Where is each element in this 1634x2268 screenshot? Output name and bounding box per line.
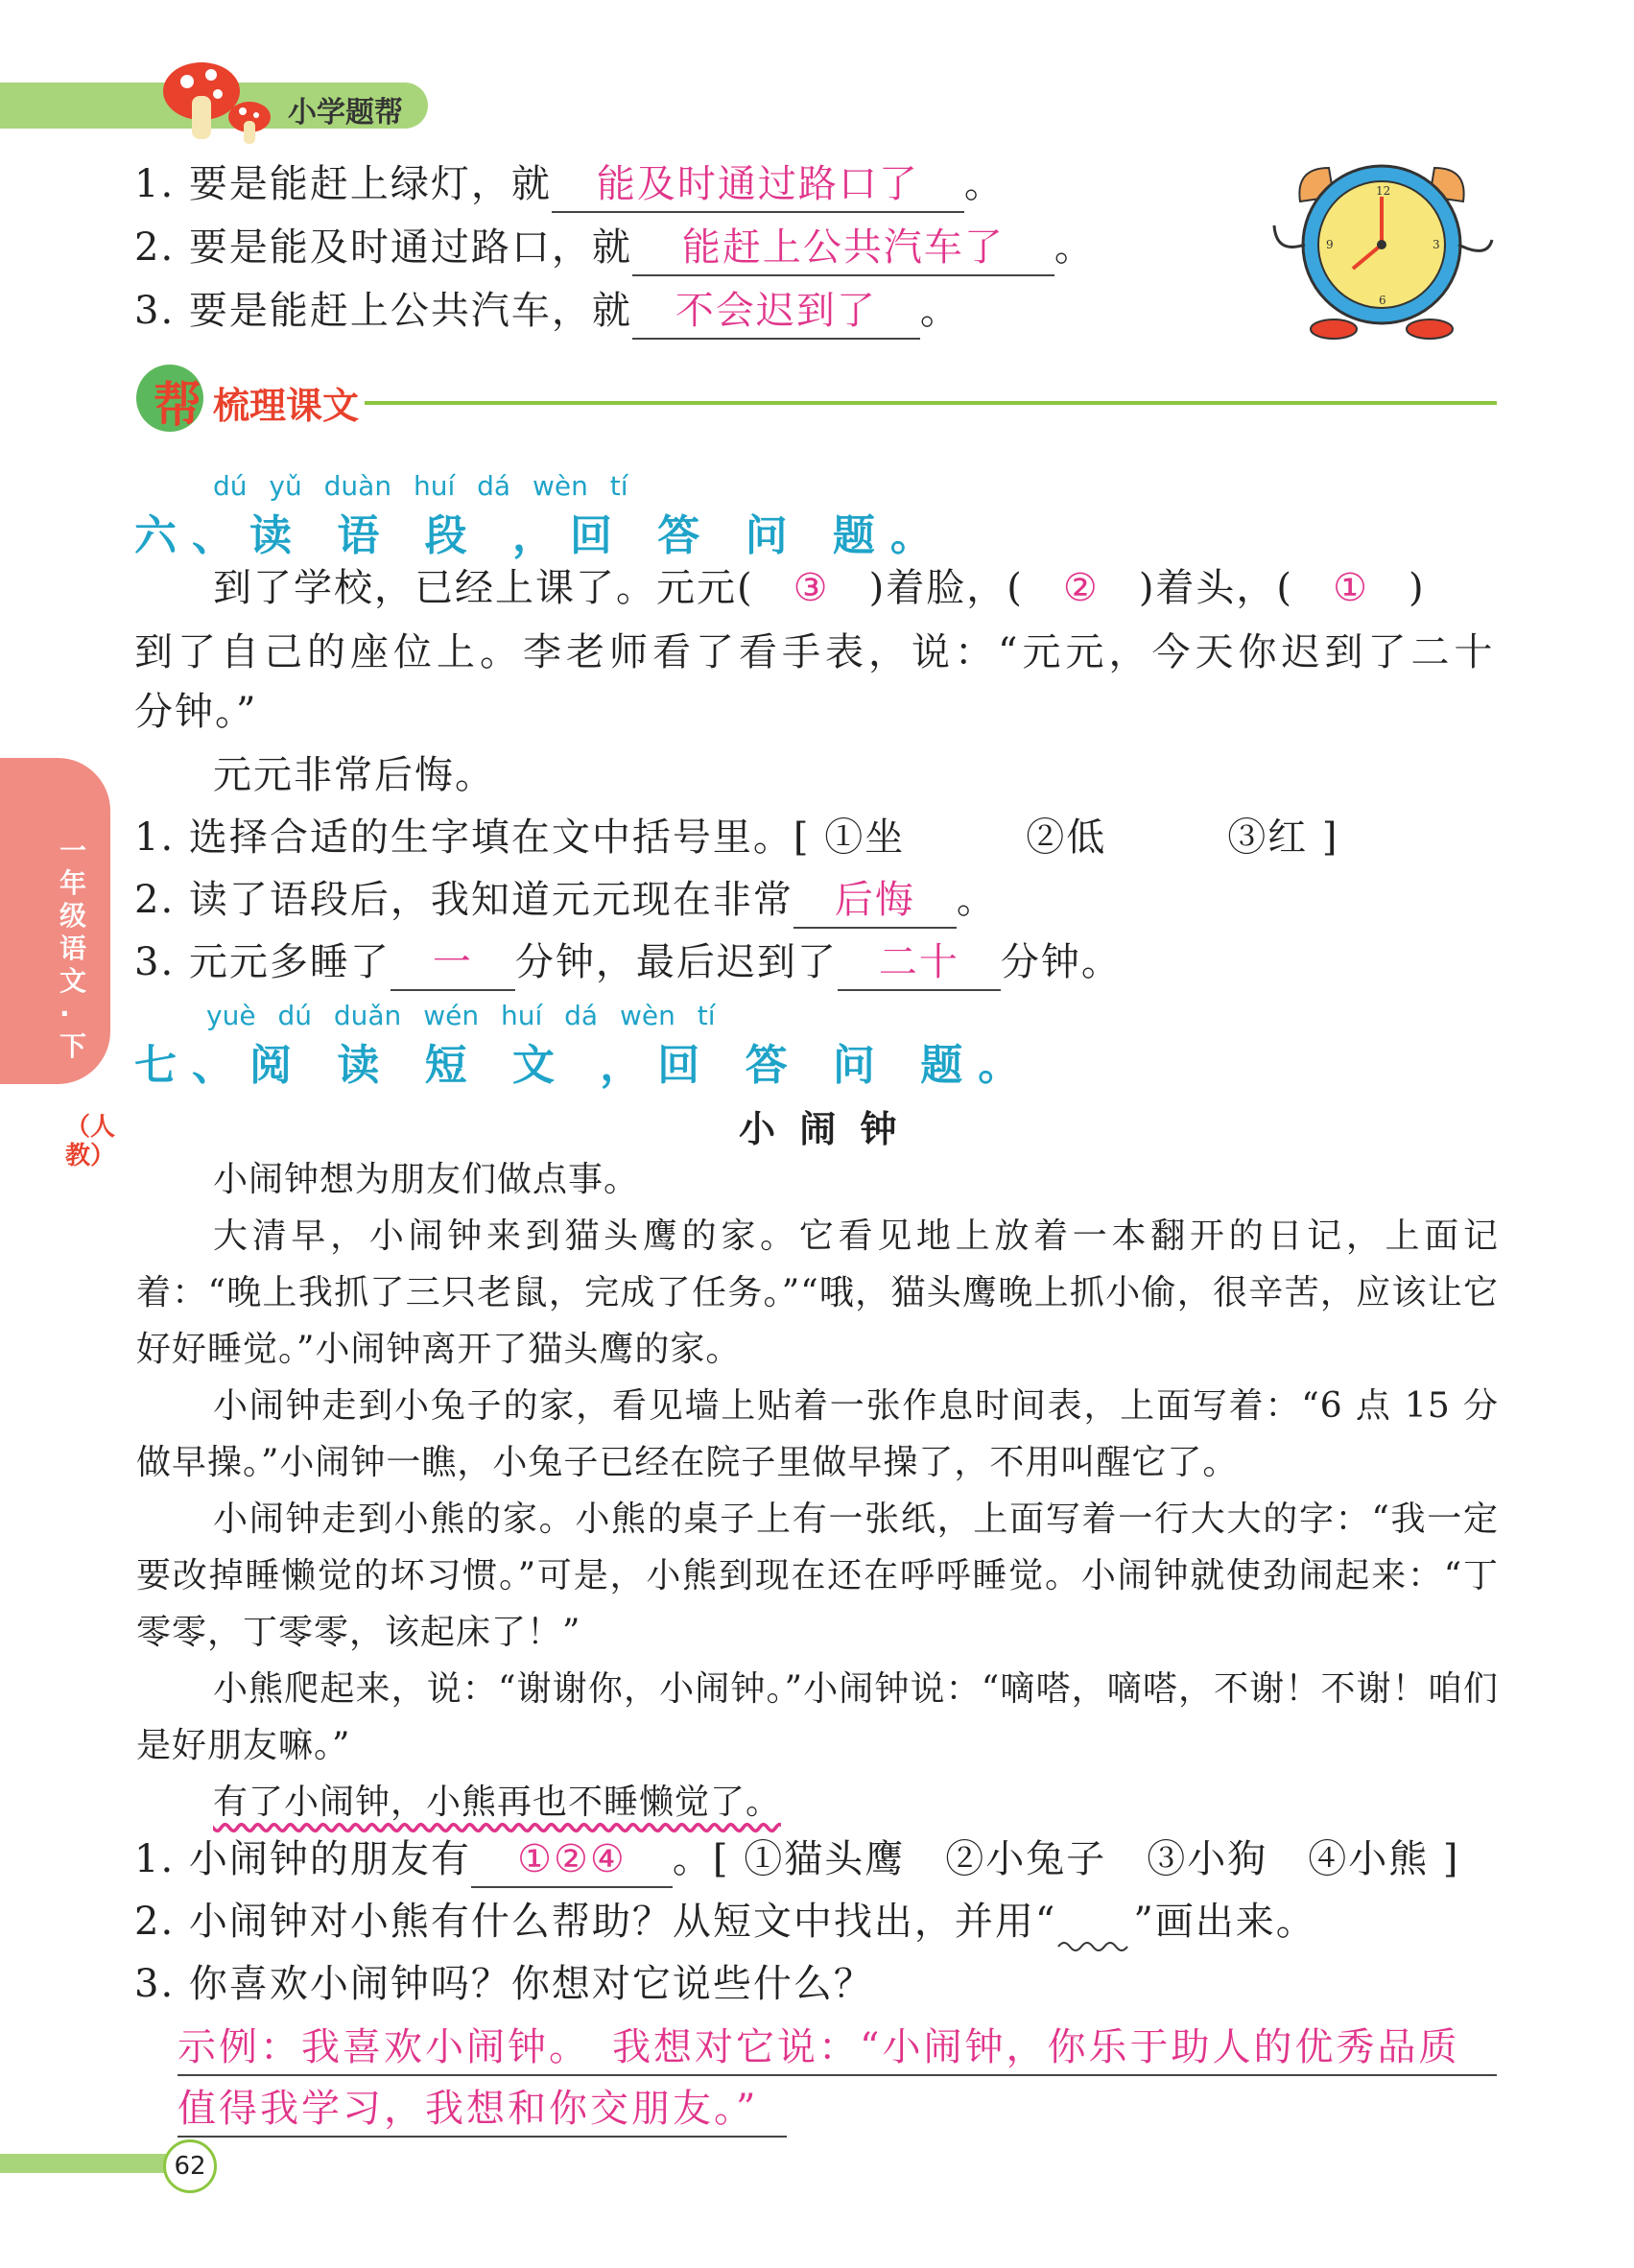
answer-blank: ①②④ — [471, 1832, 673, 1888]
alarm-clock-illustration — [1257, 149, 1506, 344]
banner-rule — [365, 401, 1497, 405]
answer-blank: 能及时通过路口了 — [552, 157, 964, 213]
story-paragraph: 小熊爬起来，说：“谢谢你，小闹钟。”小闹钟说：“嘀嗒，嘀嗒，不谢！不谢！咱们是好朋友嘛。” — [136, 1669, 1499, 1765]
answer-circle-3: ① — [1333, 566, 1369, 610]
story-last-line — [136, 1774, 1499, 1831]
q-top-2: 2. 要是能及时通过路口，就 能赶上公共汽车了 。 — [134, 221, 1095, 276]
sec6-q1: 1. 选择合适的生字填在文中括号里。[ ①坐 ②低 ③红 ] — [134, 815, 1339, 860]
svg-text:12: 12 — [1376, 184, 1391, 198]
header-brand: 小学题帮 — [288, 96, 403, 130]
answer-circle-1: ③ — [793, 566, 830, 610]
answer-blank: 二十 — [838, 935, 1001, 991]
story-paragraph: 小闹钟想为朋友们做点事。 — [213, 1160, 640, 1199]
story-paragraph: 小闹钟走到小兔子的家，看见墙上贴着一张作息时间表，上面写着：“6 点 15 分做早操。”小闹钟一瞧，小兔子已经在院子里做早操了，不用叫醒它了。 — [136, 1386, 1499, 1482]
q-top-3: 3. 要是能赶上公共汽车，就 不会迟到了 。 — [134, 284, 960, 340]
side-tab — [0, 758, 110, 1084]
answer-blank: 不会迟到了 — [632, 284, 920, 340]
answer-blank: 后悔 — [793, 873, 957, 929]
answer-blank: 一 — [391, 935, 515, 991]
sec6-para-line1: 到了学校，已经上课了。元元( ③ )着脸，( ② )着头，( ① ) — [213, 561, 1426, 615]
sec6-q3: 3. 元元多睡了 一 分钟，最后迟到了 二十 分钟。 — [134, 935, 1122, 991]
sec7-q1: 1. 小闹钟的朋友有 ①②④ 。[ ①猫头鹰 ②小兔子 ③小狗 ④小熊 ] — [134, 1832, 1460, 1888]
story-paragraph: 大清早，小闹钟来到猫头鹰的家。它看见地上放着一本翻开的日记，上面记着：“晚上我抓了三只老鼠，完成了任务。”“哦，猫头鹰晚上抓小偷，很辛苦，应该让它好好睡觉。”小闹钟离开了猫头鹰的家。 — [136, 1217, 1499, 1369]
sec6-para-line3: 分钟。” — [134, 690, 258, 734]
wavy-underlined-answer: 有了小闹钟，小熊再也不睡懒觉了。 — [213, 1783, 782, 1822]
sec7-q2: 2. 小闹钟对小熊有什么帮助？从短文中找出，并用“ ”画出来。 — [134, 1895, 1316, 1949]
sec7-q3: 3. 你喜欢小闹钟吗？你想对它说些什么？ — [134, 1962, 874, 2006]
answer-circle-2: ② — [1062, 566, 1100, 610]
svg-text:3: 3 — [1433, 238, 1440, 251]
banner-bang: 帮 — [154, 377, 201, 433]
sec6-q2: 2. 读了语段后，我知道元元现在非常 后悔 。 — [134, 873, 997, 929]
side-tab-grade: 一年级语文·下 — [59, 835, 87, 1062]
page-number: 62 — [163, 2139, 217, 2193]
sec7-pinyin: yuè dú duǎn wén huí dá wèn tí — [206, 1000, 716, 1031]
sec6-title: 六、读 语 段 ，回 答 问 题。 — [134, 511, 948, 560]
sec6-para-line2: 到了自己的座位上。李老师看了看手表，说：“元元，今天你迟到了二十 — [134, 630, 1498, 674]
sec6-para-2: 元元非常后悔。 — [213, 753, 495, 797]
story-paragraph: 小闹钟走到小熊的家。小熊的桌子上有一张纸，上面写着一行大大的字：“我一定要改掉睡懒觉的坏习惯。”可是，小熊到现在还在呼呼睡觉。小闹钟就使劲闹起来：“丁零零，丁零零，该起床了！” — [136, 1500, 1499, 1652]
story-title: 小 闹 钟 — [739, 1108, 903, 1150]
sec7-answer-line2: 值得我学习，我想和你交朋友。” — [178, 2082, 787, 2138]
banner-title: 梳理课文 — [213, 385, 360, 427]
q-top-1: 1. 要是能赶上绿灯，就 能及时通过路口了 。 — [134, 157, 1005, 213]
sec7-title: 七、阅 读 短 文 ，回 答 问 题。 — [134, 1041, 1036, 1090]
mushroom-icon — [158, 58, 283, 153]
sec6-pinyin: dú yǔ duàn huí dá wèn tí — [213, 470, 628, 502]
side-tab-edition: （人教） — [65, 1113, 116, 1170]
svg-text:9: 9 — [1326, 238, 1334, 251]
sec7-answer-line1: 示例：我喜欢小闹钟。 我想对它说：“小闹钟，你乐于助人的优秀品质 — [178, 2020, 1497, 2076]
svg-text:6: 6 — [1379, 294, 1386, 307]
answer-blank: 能赶上公共汽车了 — [632, 221, 1054, 276]
story-body — [136, 1151, 1499, 1831]
wavy-mark-icon — [1056, 1915, 1133, 1934]
